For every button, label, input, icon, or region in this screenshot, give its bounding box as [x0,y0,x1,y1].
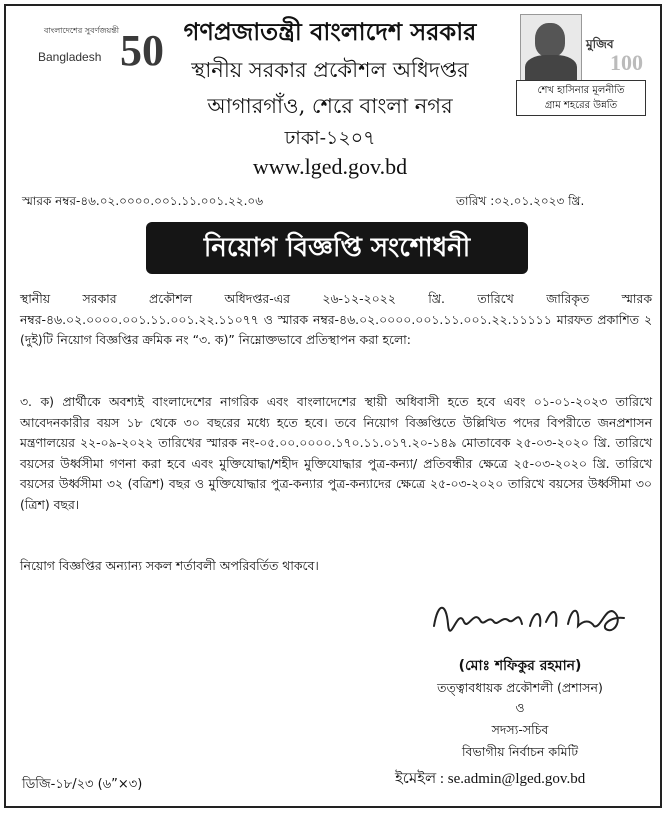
body-paragraph-2: ৩. ক) প্রার্থীকে অবশ্যই বাংলাদেশের নাগরিক এবং বাংলাদেশের স্থায়ী অধিবাসী হতে হবে এবং ০১-০১-২০২৩ তারিখে আবেদনকারীর বয়স ১৮ থেকে ৩০ বছরের মধ্যে হতে হবে। তবে নিয়োগ বিজ্ঞপ্তিতে উল্লিখিত পদের বিপরীতে জনপ্রশাসন মন্ত্রণালয়ের ২২-০৯-২০২২ তারিখের স্মারক নং-০৫.০০.০০০০.১৭০.১১.০১৭.২০-১৪৯ মোতাবেক ২৫-০৩-২০২০ খ্রি. তারিখে বয়সের উর্ধ্বসীমা গণনা করা হবে এবং মুক্তিযোদ্ধা/শহীদ মুক্তিযোদ্ধার পুত্র-কন্যা/ প্রতিবন্ধীর ক্ষেত্রে ২৫-০৩-২০২০ খ্রি. তারিখে বয়সের উর্ধ্বসীমা ৩২ (বত্রিশ) বছর ও মুক্তিযোদ্ধার পুত্র-কন্যার পুত্র-কন্যাদের ক্ষেত্রে ২৫-০৩-২০২০ তারিখে বয়সের উর্ধ্বসীমা ৩০ (ত্রিশ) বছর। [20,394,652,512]
memo-reference: স্মারক নম্বর-৪৬.০২.০০০০.০০১.১১.০০১.২২.০৬ [22,194,263,208]
signatory-committee: বিভাগীয় নির্বাচন কমিটি [461,744,579,759]
body-paragraph-3: নিয়োগ বিজ্ঞপ্তির অন্যান্য সকল শর্তাবলী অপরিবর্তিত থাকবে। [20,558,319,573]
signatory-name: (মোঃ শফিকুর রহমান) [458,658,582,674]
govt-title: গণপ্রজাতন্ত্রী বাংলাদেশ সরকার [183,17,477,46]
contact-email[interactable]: ইমেইল : se.admin@lged.gov.bd [395,771,586,787]
handwritten-signature [428,596,638,642]
signatory-and: ও [515,700,525,715]
signatory-role: সদস্য-সচিব [491,722,549,737]
logo-country-text: Bangladesh [38,50,102,64]
slogan-box [516,80,646,116]
logo-tiny-text: বাংলাদেশের সুবর্ণজয়ন্তী [44,26,120,35]
mujib-100-text: 100 [610,50,643,75]
signatory-designation: তত্ত্বাবধায়ক প্রকৌশলী (প্রশাসন) [437,680,603,695]
city-line: ঢাকা-১২০৭ [284,127,376,149]
body-paragraph-1: স্থানীয় সরকার প্রকৌশল অধিদপ্তর-এর ২৬-১২-২০২২ খ্রি. তারিখে জারিকৃত স্মারক নম্বর-৪৬.০২.০০০০.০০১.১১.০০১.২২.১১০৭৭ ও স্মারক নম্বর-৪৬.০২.০০০০.০০১.১১.০০১.২২.১১১১১ মারফত প্রকাশিত ২ (দুই)টি নিয়োগ বিজ্ঞপ্তির ক্রমিক নং “৩. ক)” নিম্নোক্তভাবে প্রতিস্থাপন করা হলো: [20,291,652,347]
mujib-badge [512,14,648,120]
footer-code: ডিজি-১৮/২৩ (৬”×৩) [22,777,143,792]
address-line: আগারগাঁও, শেরে বাংলা নগর [207,94,453,118]
dept-name: স্থানীয় সরকার প্রকৌশল অধিদপ্তর [191,58,469,82]
logo-fifty-text: 50 [120,26,164,75]
memo-date: তারিখ :০২.০১.২০২৩ খ্রি. [456,194,585,208]
website-link[interactable]: www.lged.gov.bd [252,154,408,179]
slogan-line-1: শেখ হাসিনার মূলনীতি [537,85,625,96]
portrait-image [520,14,582,84]
slogan-line-2: গ্রাম শহরের উন্নতি [544,100,618,111]
notice-title-banner: নিয়োগ বিজ্ঞপ্তি সংশোধনী [146,222,528,274]
mujib-text: মুজিব [586,37,614,51]
mujib-logo [586,36,646,76]
